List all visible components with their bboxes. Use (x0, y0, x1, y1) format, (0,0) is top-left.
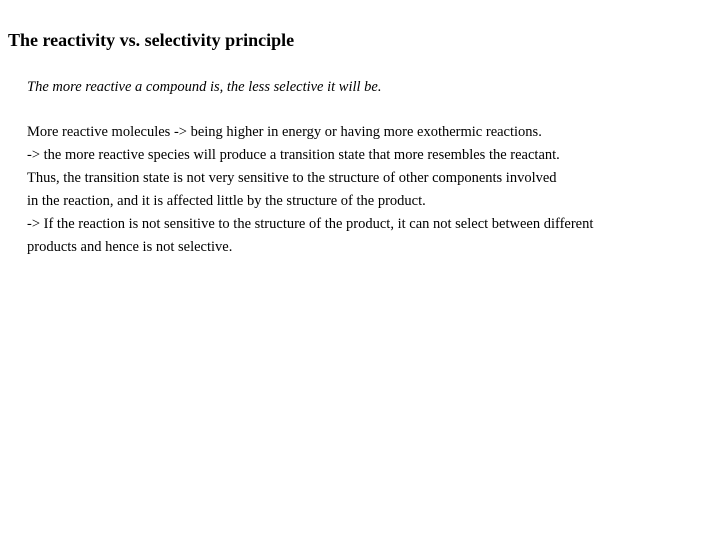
explanation-body (27, 121, 707, 259)
explanation-line: More reactive molecules -> being higher in energy or having more exothermic reactions. (27, 124, 542, 140)
explanation-line: -> If the reaction is not sensitive to the structure of the product, it can not select between different (27, 216, 594, 232)
explanation-line: -> the more reactive species will produce a transition state that more resembles the reactant. (27, 147, 560, 163)
explanation-line: in the reaction, and it is affected little by the structure of the product. (27, 193, 426, 209)
principle-statement: The more reactive a compound is, the less selective it will be. (27, 79, 382, 95)
explanation-line: Thus, the transition state is not very sensitive to the structure of other components involved (27, 170, 557, 186)
explanation-line: products and hence is not selective. (27, 239, 233, 255)
slide-title: The reactivity vs. selectivity principle (8, 30, 295, 50)
